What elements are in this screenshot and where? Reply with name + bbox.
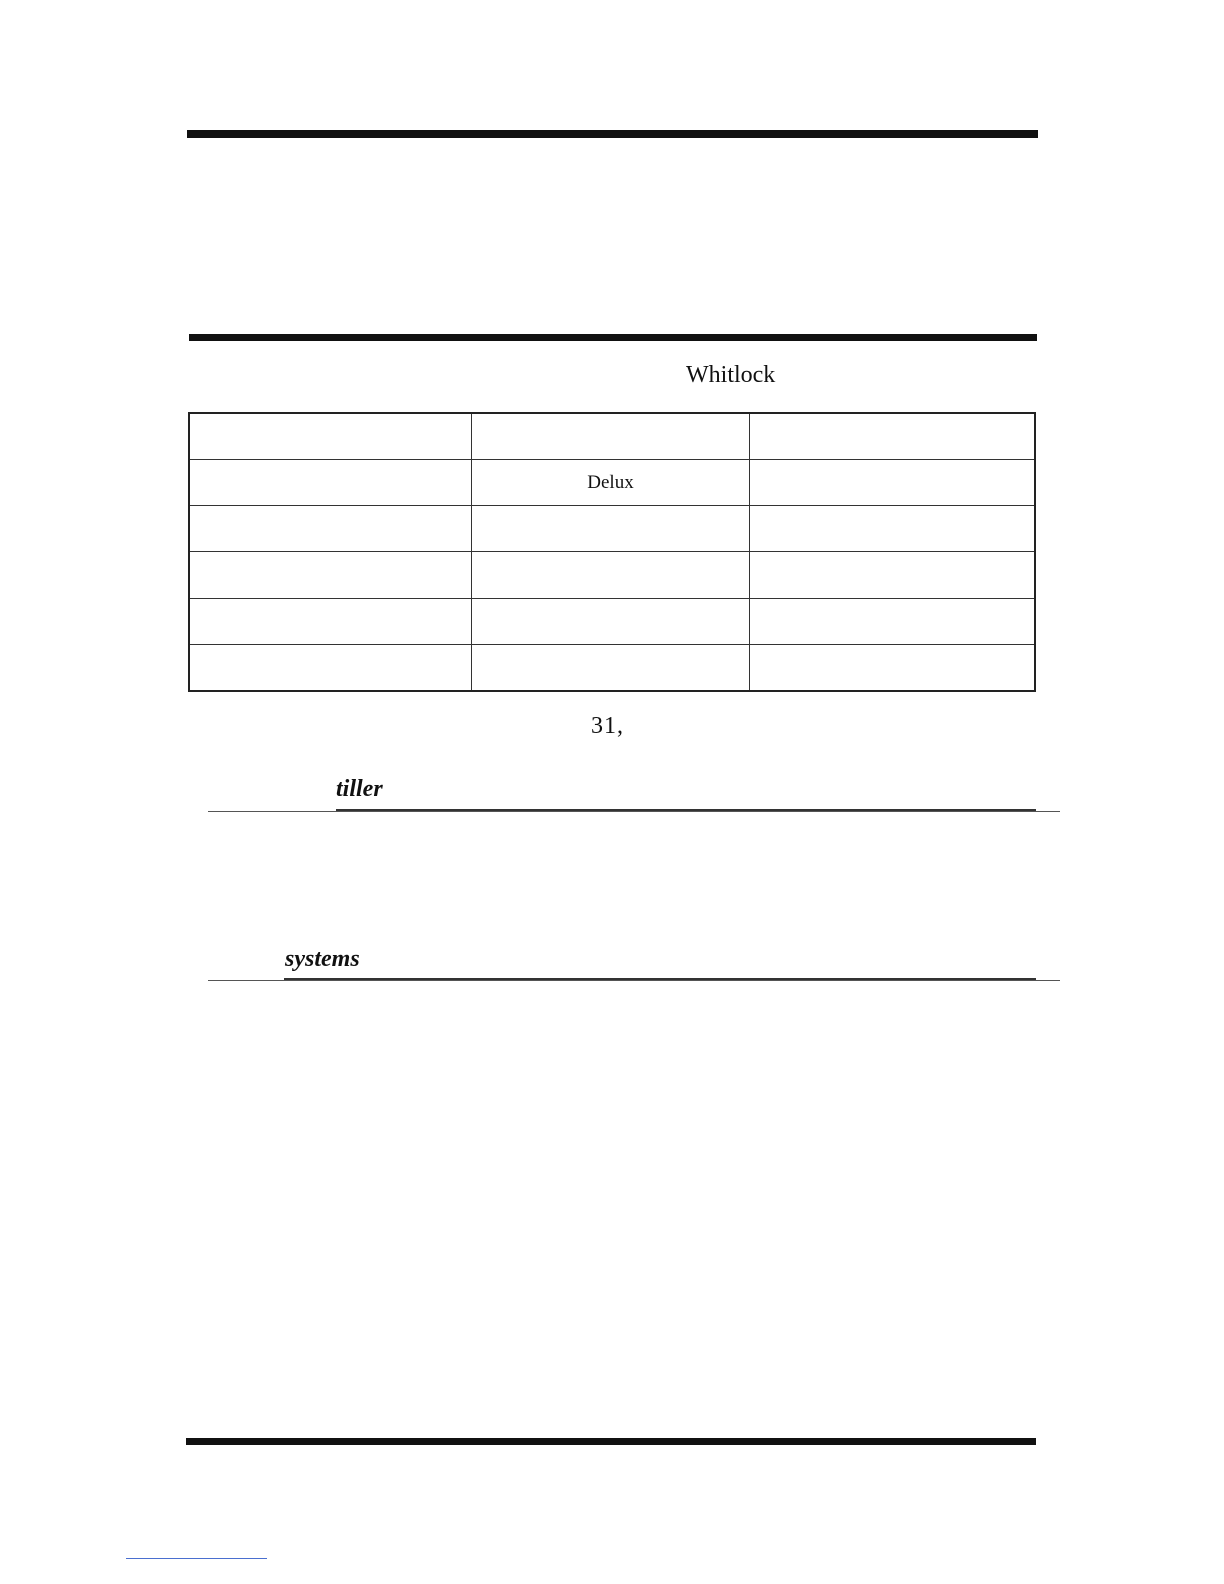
table-cell: [750, 598, 1035, 644]
data-table: [188, 412, 1036, 692]
table-cell: [189, 598, 471, 644]
table-cell: [471, 506, 750, 552]
table-cell: [471, 460, 750, 506]
table-cell: [189, 644, 471, 691]
tiller-section-label: tiller: [336, 776, 383, 802]
table-cell: [750, 552, 1035, 598]
table-row: [189, 552, 1035, 598]
tiller-underline-bold: [336, 809, 1036, 811]
table-cell: [750, 644, 1035, 691]
figure-number: 31,: [591, 713, 624, 739]
table-row: [189, 644, 1035, 691]
section-divider-rule: [189, 334, 1037, 341]
table-cell: [471, 598, 750, 644]
table-row: [189, 598, 1035, 644]
delux-cell-text: Delux: [587, 471, 634, 493]
table-cell: [189, 460, 471, 506]
footer-link-underline: [126, 1558, 267, 1559]
table-row: [189, 506, 1035, 552]
systems-section-label: systems: [285, 946, 360, 972]
systems-underline-thin: [208, 980, 1060, 981]
table-cell: [189, 552, 471, 598]
table-cell: [471, 552, 750, 598]
table-cell: [189, 506, 471, 552]
table-cell: [189, 413, 471, 460]
table-caption-name: Whitlock: [686, 362, 776, 388]
table-cell: [750, 506, 1035, 552]
bottom-divider-rule: [186, 1438, 1036, 1445]
table-row: [189, 460, 1035, 506]
table-cell: [471, 644, 750, 691]
table-row: [189, 413, 1035, 460]
tiller-underline-thin: [208, 811, 1060, 812]
systems-underline-bold: [284, 978, 1036, 980]
table-cell: [471, 413, 750, 460]
table-cell: [750, 413, 1035, 460]
table-cell: [750, 460, 1035, 506]
top-divider-rule: [187, 130, 1038, 138]
